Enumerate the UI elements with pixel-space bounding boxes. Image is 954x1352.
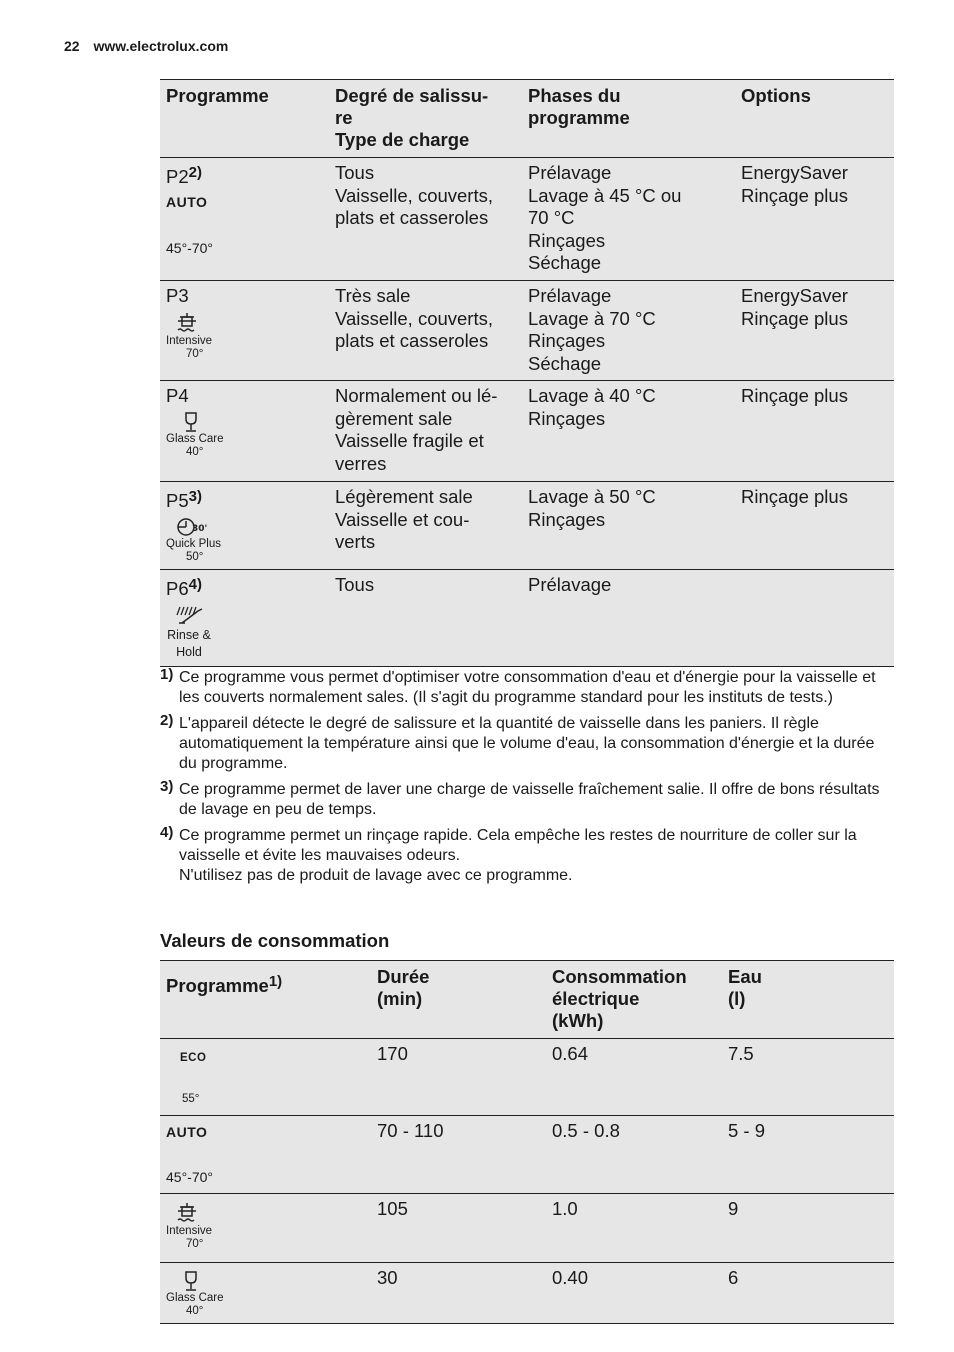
page-number: 22 (64, 38, 80, 54)
auto-icon: AUTO (166, 193, 208, 210)
icon-label: Quick Plus (166, 537, 221, 550)
col-header-degree: Degré de salissu- re Type de charge (335, 85, 489, 150)
energy-cell: 1.0 (552, 1198, 578, 1219)
icon-temperature: 70° (186, 1238, 204, 1250)
table-header-row (160, 961, 894, 1039)
options-cell: Rinçage plus (741, 486, 848, 507)
table-row (160, 1039, 894, 1116)
wine-glass-icon (174, 411, 204, 433)
energy-cell: 0.64 (552, 1043, 589, 1064)
rinse-spray-icon (174, 603, 208, 627)
duration-cell: 170 (377, 1043, 408, 1064)
section-title: Valeurs de consommation (160, 930, 390, 951)
phases-cell: Lavage à 50 °C Rinçages (528, 486, 656, 530)
col-header-phases: Phases du programme (528, 85, 630, 128)
icon-label: Rinse & Hold (167, 628, 211, 659)
col-header-programme: Programme (166, 85, 269, 106)
icon-label: Glass Care (166, 1292, 224, 1304)
footnote-ref: 3) (188, 488, 202, 505)
options-cell: EnergySaver Rinçage plus (741, 285, 848, 329)
programme-cell: P2$^{2)}$ AUTO 45°-70° (160, 158, 329, 281)
eco-icon: ECO (180, 1052, 207, 1064)
col-header-energy: Consommation électrique (kWh) (552, 966, 687, 1031)
water-cell: 9 (728, 1198, 739, 1219)
footnotes (160, 668, 894, 892)
programme-cell: P6$^{4)}$ Rinse & Hold (166, 575, 211, 659)
col-header-water: Eau (l) (728, 966, 762, 1009)
degree-cell: Tous (335, 573, 375, 595)
temperature-label: 45°-70° (166, 1168, 214, 1185)
programme-cell (160, 1194, 371, 1263)
col-header-options: Options (741, 85, 811, 106)
table-row (160, 281, 894, 381)
degree-cell: Légèrement sale Vaisselle et cou- verts (335, 486, 473, 552)
phases-cell: Prélavage Lavage à 70 °C Rinçages Séchage (528, 285, 656, 374)
table-row (160, 1116, 894, 1194)
options-cell (735, 569, 894, 667)
duration-cell: 105 (377, 1198, 408, 1219)
programme-cell: P4 Glass Care 40° (160, 381, 329, 482)
icon-temperature: 40° (186, 445, 204, 458)
programme-cell (160, 1039, 371, 1116)
duration-cell: 70 - 110 (377, 1120, 444, 1141)
intensive-pot-icon (174, 311, 204, 335)
water-cell: 6 (728, 1267, 739, 1288)
water-cell: 5 - 9 (728, 1120, 766, 1141)
wine-glass-icon (174, 1270, 204, 1292)
phases-cell: Prélavage Lavage à 45 °C ou 70 °C Rinçages Séchage (528, 162, 682, 273)
water-cell: 7.5 (728, 1043, 754, 1064)
icon-label: Intensive (166, 334, 213, 347)
duration-cell: 30 (377, 1267, 398, 1288)
footnote-ref: 2) (188, 164, 202, 181)
page-header (64, 38, 228, 54)
options-cell: Rinçage plus (741, 385, 848, 406)
footnote: 3) Ce programme permet de laver une charge de vaisselle fraîchement salie. Il offre de bons résultats de lavage en peu de temps. (160, 778, 880, 818)
table-row (160, 381, 894, 482)
energy-cell: 0.40 (552, 1267, 589, 1288)
options-cell: EnergySaver Rinçage plus (741, 162, 848, 206)
degree-cell: Très sale Vaisselle, couverts, plats et casseroles (335, 285, 493, 351)
phases-cell: Lavage à 40 °C Rinçages (528, 385, 656, 429)
icon-temperature: 70° (186, 347, 204, 360)
programme-cell (160, 1116, 371, 1194)
programme-cell: P5$^{3)}$ 30' Quick Plus 50° (160, 482, 329, 570)
icon-label: Glass Care (166, 432, 224, 445)
intensive-pot-icon (174, 1201, 204, 1225)
footnote-ref: 1) (268, 973, 283, 990)
auto-icon: AUTO (166, 1124, 208, 1140)
programme-cell (160, 1263, 371, 1324)
table-row (160, 1263, 894, 1324)
energy-cell: 0.5 - 0.8 (552, 1120, 620, 1141)
degree-cell: Tous Vaisselle, couverts, plats et casseroles (335, 162, 493, 228)
footnote: 2) L'appareil détecte le degré de salissure et la quantité de vaisselle dans les paniers. Il règle automatiquement la température ainsi que le volume d'eau, la consommation d'énergie et la durée du programme. (160, 712, 875, 772)
phases-cell: Prélavage (528, 573, 612, 595)
footnote: 4) Ce programme permet un rinçage rapide. Cela empêche les restes de nourriture de coller sur la vaisselle et évite les mauvaises odeurs. N'utilisez pas de produit de lavage avec ce programme. (160, 824, 857, 884)
temperature-label: 55° (182, 1092, 200, 1105)
quick-timer-icon (174, 516, 208, 538)
table-row (160, 158, 894, 281)
table-header-row (160, 80, 894, 158)
degree-cell: Normalement ou lé- gèrement sale Vaisselle fragile et verres (335, 385, 498, 474)
table-row (160, 482, 894, 570)
col-header-duration: Durée (min) (377, 966, 430, 1009)
svg-text:30': 30' (192, 523, 208, 534)
icon-temperature: 40° (186, 1305, 204, 1317)
footnote: 1) Ce programme vous permet d'optimiser votre consommation d'eau et d'énergie pour la vaisselle et les couverts normalement sales. (Il s'agit du programme standard pour les instituts de tests.) (160, 666, 876, 706)
icon-temperature: 50° (186, 550, 204, 563)
col-header-programme: Programme$^{1)}$ (166, 973, 283, 996)
table-row (160, 569, 894, 667)
temperature-label: 45°-70° (166, 240, 214, 256)
programme-cell: P3 Intensive 70° (160, 281, 329, 381)
icon-label: Intensive (166, 1225, 213, 1237)
footnote-ref: 4) (188, 575, 202, 593)
programme-table (160, 79, 894, 667)
table-row (160, 1194, 894, 1263)
consumption-table (160, 960, 894, 1324)
site-url: www.electrolux.com (93, 38, 229, 54)
